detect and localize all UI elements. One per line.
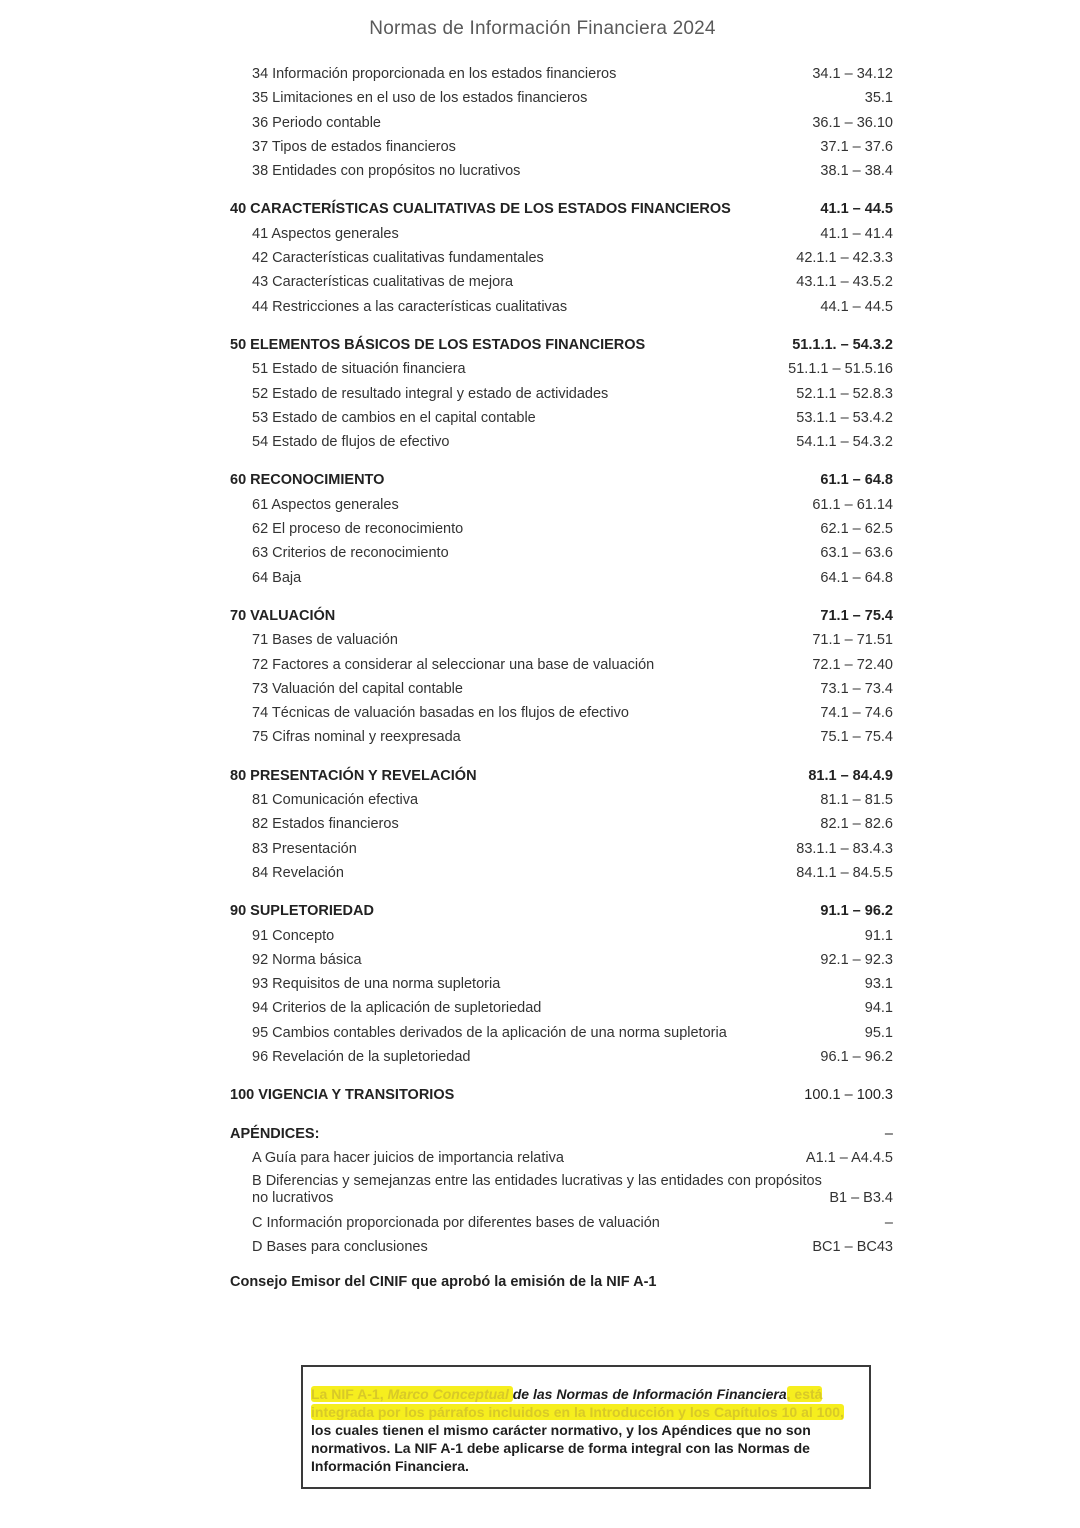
toc-item-range: 35.1 [864,90,893,107]
toc-item [230,430,893,454]
toc-section-heading [230,899,893,923]
toc-item [230,653,893,677]
toc-item-range: – [884,1215,893,1232]
toc-item [230,246,893,270]
highlighted-text: integrada por los párrafos incluidos en la Introducción y los Capítulos 10 al 100, [311,1404,844,1420]
toc-item-label: 72 Factores a considerar al seleccionar una base de valuación [252,656,655,673]
toc-item-label: 38 Entidades con propósitos no lucrativos [252,163,521,180]
toc-item-range: 73.1 – 73.4 [820,680,893,697]
toc-item [230,725,893,749]
toc-item-range: 93.1 [864,976,893,993]
toc-item-range: 71.1 – 71.51 [812,632,893,649]
toc-item-range: 34.1 – 34.12 [812,66,893,82]
toc-item [230,972,893,996]
toc-item [230,111,893,135]
toc-item-range: 61.1 – 61.14 [812,496,893,513]
toc-item-range: 43.1.1 – 43.5.2 [796,274,893,291]
toc-item-label: 92 Norma básica [252,951,362,968]
toc-heading-range: 91.1 – 96.2 [820,903,893,920]
highlighted-text: , está [786,1386,823,1402]
toc-item-label: 36 Periodo contable [252,114,381,131]
toc-item [230,948,893,972]
toc-item-range: 91.1 [864,927,893,944]
toc-item-range: 53.1.1 – 53.4.2 [796,409,893,426]
toc-item-range: 42.1.1 – 42.3.3 [796,250,893,267]
toc-heading-range: 71.1 – 75.4 [820,607,893,624]
toc-item [230,222,893,246]
toc-item-label: 41 Aspectos generales [252,225,399,242]
toc-item-label: 81 Comunicación efectiva [252,792,419,809]
toc-item-label: 44 Restricciones a las características cualitativas [252,298,568,315]
toc-section-heading [230,1083,893,1107]
toc-item-range: 94.1 [864,1000,893,1017]
toc-heading-range: – [884,1125,893,1142]
toc-item-label: 96 Revelación de la supletoriedad [252,1048,471,1065]
toc-item [230,628,893,652]
toc-item [230,159,893,183]
toc-heading-label: 40 CARACTERÍSTICAS CUALITATIVAS DE LOS ESTADOS FINANCIEROS [230,201,731,218]
highlighted-text [311,1386,513,1402]
toc-item-label: 94 Criterios de la aplicación de supletoriedad [252,1000,542,1017]
toc-item [230,861,893,885]
toc-item [230,270,893,294]
toc-item-range: 38.1 – 38.4 [820,163,893,180]
toc-item [230,837,893,861]
toc-item-label: 83 Presentación [252,840,357,857]
toc-item [230,541,893,565]
toc-item-range: 72.1 – 72.40 [812,656,893,673]
note-fragment-italic: Marco Conceptual [387,1386,513,1402]
note-fragment: los cuales tienen el mismo carácter normativo, y los Apéndices que no son normativos. La NIF A-1 debe aplicarse de forma integral con las Normas de Información Financiera. [311,1422,811,1474]
toc-heading-label: 90 SUPLETORIEDAD [230,903,374,920]
toc-item-label: 91 Concepto [252,927,335,944]
toc-heading-range: 41.1 – 44.5 [820,201,893,218]
toc-item-label: 95 Cambios contables derivados de la aplicación de una norma supletoria [252,1024,727,1041]
toc-item-range: 75.1 – 75.4 [820,729,893,746]
toc-item [230,357,893,381]
toc-item [230,812,893,836]
toc-heading-label: 50 ELEMENTOS BÁSICOS DE LOS ESTADOS FINANCIEROS [230,336,646,353]
note-fragment: La NIF A-1, [311,1386,388,1402]
toc-section-heading [230,604,893,628]
normative-note-text [311,1385,861,1475]
toc-item [230,406,893,430]
toc-item [230,1021,893,1045]
toc-item-label: 54 Estado de flujos de efectivo [252,434,450,451]
toc-item-label: 43 Características cualitativas de mejora [252,274,514,291]
toc-heading-label: 80 PRESENTACIÓN Y REVELACIÓN [230,767,477,784]
toc-item-range: 54.1.1 – 54.3.2 [796,434,893,451]
toc-item [230,566,893,590]
toc-item-label: 61 Aspectos generales [252,496,399,513]
toc-item-label: D Bases para conclusiones [252,1239,428,1256]
normative-note-box [301,1365,871,1489]
toc-item-label: 74 Técnicas de valuación basadas en los flujos de efectivo [252,705,629,722]
toc-item-label: 82 Estados financieros [252,816,399,833]
toc-item [230,924,893,948]
toc-section-heading [230,468,893,492]
toc-item [230,382,893,406]
toc-item-label: B Diferencias y semejanzas entre las entidades lucrativas y las entidades con propósitos no lucrativos [252,1173,822,1207]
toc-item [230,788,893,812]
toc-section-heading [230,764,893,788]
toc-item [230,1170,893,1211]
toc-item [230,701,893,725]
toc-item-range: 44.1 – 44.5 [820,298,893,315]
toc-item-label: 53 Estado de cambios en el capital contable [252,409,536,426]
toc-item-range: 36.1 – 36.10 [812,114,893,131]
toc-item-label: 75 Cifras nominal y reexpresada [252,729,461,746]
toc-heading-label: 70 VALUACIÓN [230,607,336,624]
toc-item-range: BC1 – BC43 [812,1239,893,1256]
toc-item-label: 73 Valuación del capital contable [252,680,463,697]
toc-item [230,517,893,541]
toc-item-range: A1.1 – A4.4.5 [805,1149,893,1166]
toc-item-range: 62.1 – 62.5 [820,521,893,538]
council-heading: Consejo Emisor del CINIF que aprobó la emisión de la NIF A-1 [230,1274,657,1290]
toc-item-range: 37.1 – 37.6 [820,138,893,155]
toc-item [230,677,893,701]
toc-item [230,1235,893,1259]
toc-item [230,493,893,517]
toc-item-range: 81.1 – 81.5 [820,792,893,809]
toc-item [230,62,893,86]
toc-item-range: 51.1.1 – 51.5.16 [788,361,893,378]
toc-item-range: 64.1 – 64.8 [820,569,893,586]
toc-heading-label: 60 RECONOCIMIENTO [230,472,385,489]
toc-item-range: B1 – B3.4 [829,1190,893,1207]
toc-heading-range: 51.1.1. – 54.3.2 [792,336,893,353]
toc-heading-label: APÉNDICES: [230,1125,320,1142]
toc-item-range: 52.1.1 – 52.8.3 [796,385,893,402]
toc-item-range: 82.1 – 82.6 [820,816,893,833]
toc-item-label: 35 Limitaciones en el uso de los estados financieros [252,90,588,107]
toc-item-label: C Información proporcionada por diferentes bases de valuación [252,1215,660,1232]
toc-item-range: 92.1 – 92.3 [820,951,893,968]
toc-item [230,86,893,110]
page-header-title: Normas de Información Financiera 2024 [369,18,716,39]
toc-item-range: 95.1 [864,1024,893,1041]
toc-heading-label: 100 VIGENCIA Y TRANSITORIOS [230,1087,455,1104]
toc-item-range: 41.1 – 41.4 [820,225,893,242]
toc-section-heading [230,333,893,357]
toc-item-range: 84.1.1 – 84.5.5 [796,864,893,881]
toc-item-label: 63 Criterios de reconocimiento [252,545,449,562]
toc-heading-range: 81.1 – 84.4.9 [808,767,893,784]
toc-item-label: 84 Revelación [252,864,344,881]
toc-item-label: 62 El proceso de reconocimiento [252,521,464,538]
toc-item [230,1211,893,1235]
toc-item-label: 64 Baja [252,569,302,586]
note-fragment-bold-italic: de las Normas de Información Financiera [512,1386,787,1402]
toc-item-label: 42 Características cualitativas fundamentales [252,250,544,267]
toc-item-label: 37 Tipos de estados financieros [252,138,456,155]
toc-item-label: 52 Estado de resultado integral y estado de actividades [252,385,609,402]
toc-item [230,1045,893,1069]
toc-item-label: A Guía para hacer juicios de importancia relativa [252,1149,564,1166]
toc-section-heading [230,197,893,221]
toc-item-label: 51 Estado de situación financiera [252,361,466,378]
toc-item-label: 34 Información proporcionada en los estados financieros [252,66,617,82]
toc-item-range: 96.1 – 96.2 [820,1048,893,1065]
toc-heading-range: 61.1 – 64.8 [820,472,893,489]
toc-item-range: 63.1 – 63.6 [820,545,893,562]
toc-item [230,1146,893,1170]
toc-item-label: 93 Requisitos de una norma supletoria [252,976,501,993]
toc-item-label: 71 Bases de valuación [252,632,398,649]
toc-section-heading [230,1122,893,1146]
toc-item-range: 83.1.1 – 83.4.3 [796,840,893,857]
toc-item [230,996,893,1020]
toc-item [230,135,893,159]
toc-item-range: 74.1 – 74.6 [820,705,893,722]
toc-item [230,295,893,319]
table-of-contents [230,62,893,1260]
toc-heading-range: 100.1 – 100.3 [804,1087,893,1104]
